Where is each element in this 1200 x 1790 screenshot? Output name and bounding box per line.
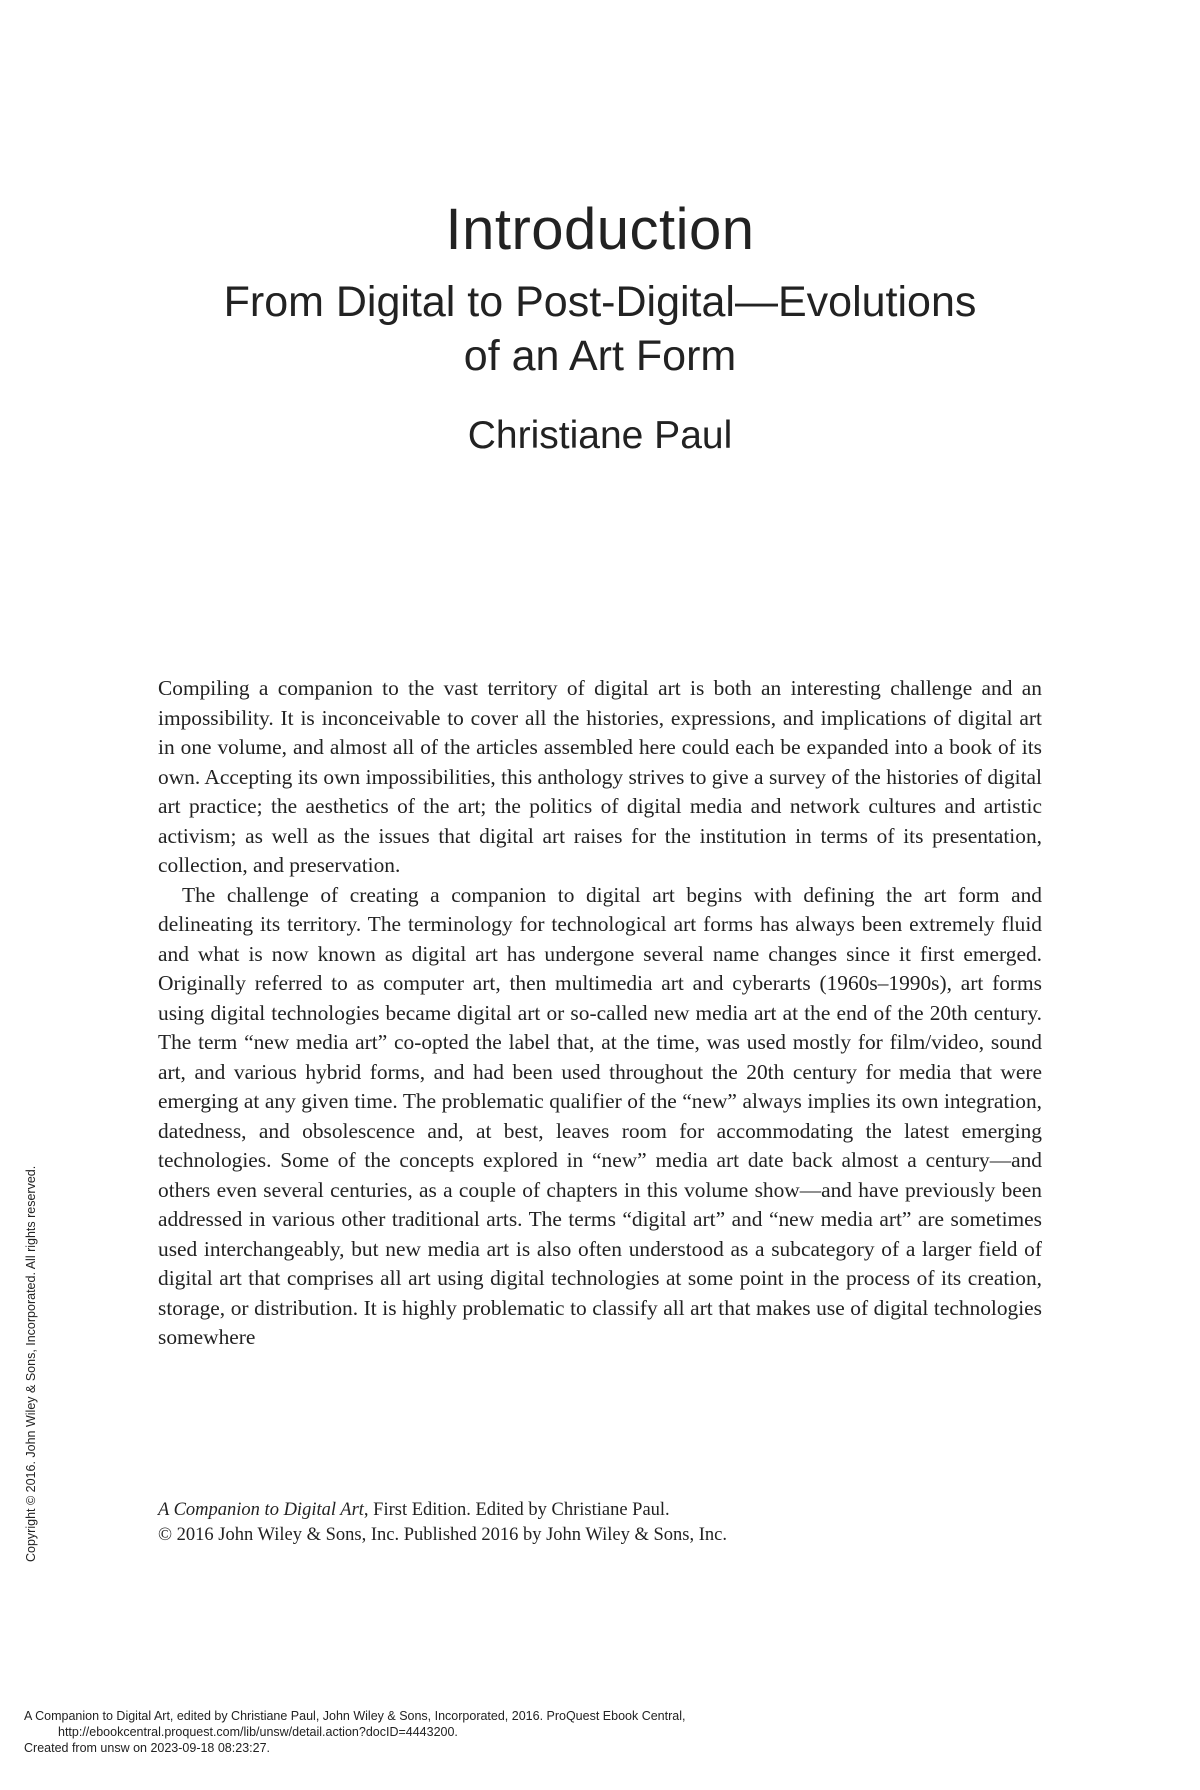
citation-line-1: A Companion to Digital Art, edited by Christiane Paul, John Wiley & Sons, Incorporated, 2016. ProQuest Ebook Central, — [24, 1709, 686, 1723]
chapter-subtitle-line-2: of an Art Form — [463, 332, 737, 380]
chapter-heading — [0, 195, 1200, 461]
body-text — [158, 674, 1042, 1353]
citation-created-line: Created from unsw on 2023-09-18 08:23:27. — [24, 1741, 270, 1755]
footnote-edition-text: , First Edition. Edited by Christiane Paul. — [363, 1500, 670, 1520]
publication-footnote — [158, 1498, 1042, 1548]
side-copyright-notice: Copyright © 2016. John Wiley & Sons, Incorporated. All rights reserved. — [24, 1165, 38, 1562]
citation-url[interactable]: http://ebookcentral.proquest.com/lib/unsw/detail.action?docID=4443200. — [58, 1725, 458, 1739]
chapter-author: Christiane Paul — [467, 414, 733, 457]
chapter-subtitle-line-1: From Digital to Post-Digital—Evolutions — [223, 278, 977, 326]
footnote-edition-line — [158, 1498, 1042, 1523]
ebook-citation — [24, 1708, 685, 1756]
body-paragraph-1: Compiling a companion to the vast territory of digital art is both an interesting challenge and an impossibility. It is inconceivable to cover all the histories, expressions, and implications of digital art in one volume, and almost all of the articles assembled here could each be expanded into a book of its own. Accepting its own impossibilities, this anthology strives to give a survey of the histories of digital art practice; the aesthetics of the art; the politics of digital media and network cultures and artistic activism; as well as the issues that digital art raises for the institution in terms of its presentation, collection, and preservation. — [158, 676, 1042, 877]
body-paragraph-2: The challenge of creating a companion to digital art begins with defining the art form and delineating its territory. The terminology for technological art forms has always been extremely fluid and what is now known as digital art has undergone several name changes since it first emerged. Originally referred to as computer art, then multimedia art and cyberarts (1960s–1990s), art forms using digital technologies became digital art or so-called new media art at the end of the 20th century. The term “new media art” co-opted the label that, at the time, was used mostly for film/video, sound art, and various hybrid forms, and had been used throughout the 20th century for media that were emerging at any given time. The problematic qualifier of the “new” always implies its own integration, datedness, and obsolescence and, at best, leaves room for accommodating the latest emerging technologies. Some of the concepts explored in “new” media art date back almost a century—and others even several centuries, as a couple of chapters in this volume show—and have previously been addressed in various other traditional arts. The terms “digital art” and “new media art” are sometimes used interchangeably, but new media art is also often understood as a subcategory of a larger field of digital art that comprises all art using digital technologies at some point in the process of its creation, storage, or distribution. It is highly problematic to classify all art that makes use of digital technologies somewhere — [158, 882, 1042, 1349]
chapter-title: Introduction — [445, 197, 755, 262]
footnote-copyright-line: © 2016 John Wiley & Sons, Inc. Published 2016 by John Wiley & Sons, Inc. — [158, 1525, 727, 1545]
footnote-book-title: A Companion to Digital Art — [158, 1500, 364, 1520]
chapter-subtitle — [190, 275, 1010, 383]
